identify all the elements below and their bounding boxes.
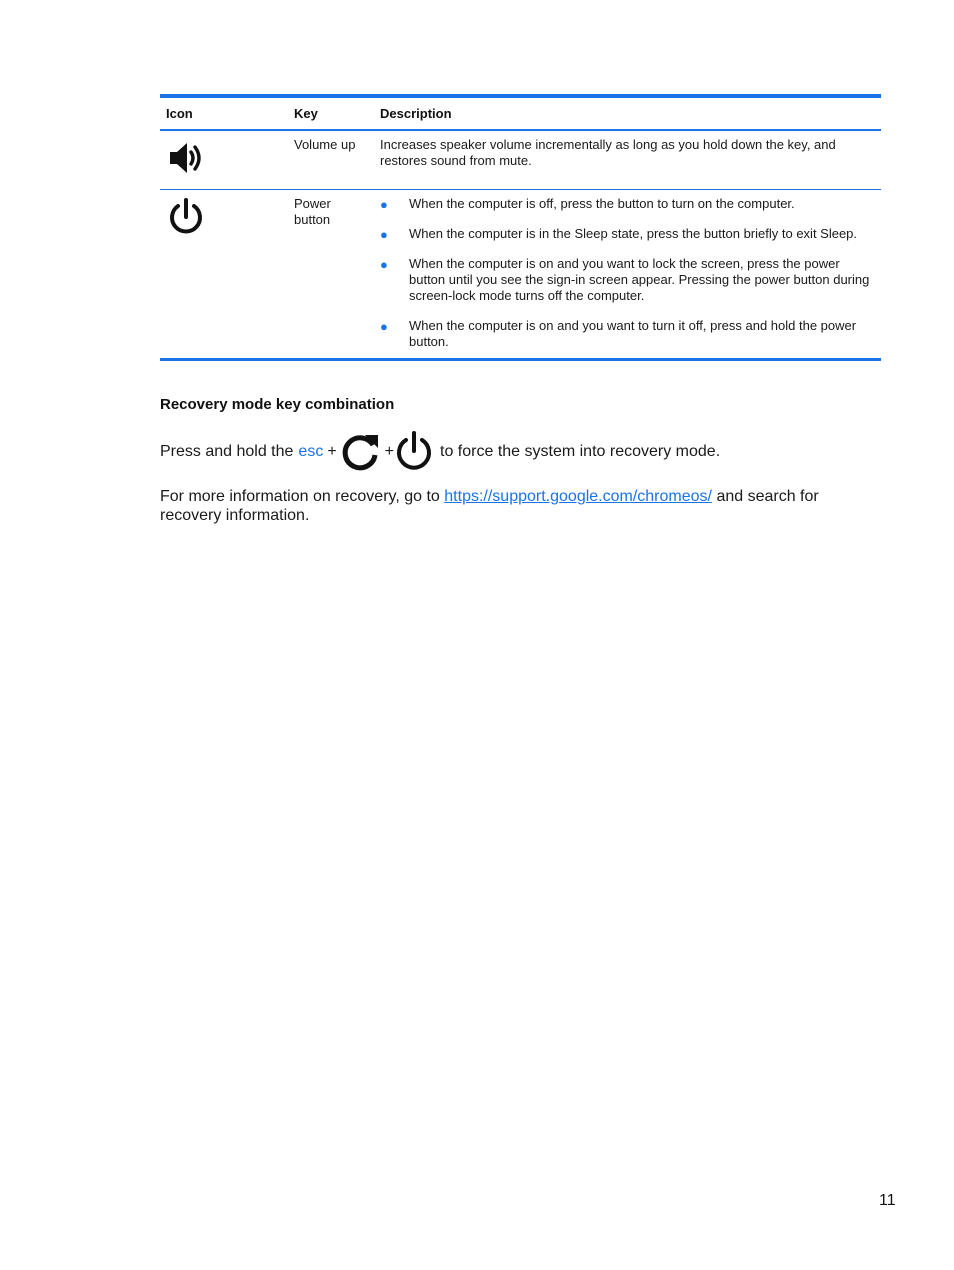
list-item xyxy=(380,196,873,212)
esc-key-label: esc xyxy=(298,443,324,460)
plus-sign: + xyxy=(384,443,395,460)
key-name-power-button xyxy=(294,196,380,350)
bullet-dot: ● xyxy=(380,197,388,212)
header-description: Description xyxy=(380,106,452,121)
power-icon xyxy=(394,431,434,473)
description-volume-up: Increases speaker volume incrementally as long as you hold down the key, and restores sound from mute. xyxy=(380,137,836,168)
list-item xyxy=(380,318,873,350)
support-link[interactable]: https://support.google.com/chromeos/ xyxy=(444,488,712,505)
description-power-button xyxy=(380,196,881,350)
bullet-text: When the computer is on and you want to turn it off, press and hold the power button. xyxy=(409,318,857,349)
bullet-dot: ● xyxy=(380,257,388,272)
bullet-dot: ● xyxy=(380,319,388,334)
recovery-line-suffix: to force the system into recovery mode. xyxy=(440,443,721,460)
table-header-row xyxy=(160,98,881,131)
bullet-text: When the computer is on and you want to lock the screen, press the power button until you see the sign-in screen appear. Pressing the power button during screen-lock mode turns off the computer. xyxy=(409,256,870,303)
key-name-volume-up: Volume up xyxy=(294,137,356,152)
refresh-icon xyxy=(339,431,381,473)
recovery-instruction xyxy=(160,430,720,474)
recovery-info-paragraph xyxy=(160,487,860,525)
header-key: Key xyxy=(294,106,318,121)
power-bullets-list xyxy=(380,196,873,350)
plus-sign: + xyxy=(327,443,337,460)
header-icon: Icon xyxy=(166,106,193,121)
key-name-power-line: Power button xyxy=(294,196,331,227)
list-item xyxy=(380,256,873,304)
recovery-line-prefix: Press and hold the xyxy=(160,443,294,460)
list-item xyxy=(380,226,873,242)
table-row xyxy=(160,131,881,190)
info-suffix: and search for recovery information. xyxy=(160,488,819,524)
bullet-dot: ● xyxy=(380,227,388,242)
bullet-text: When the computer is in the Sleep state, press the button briefly to exit Sleep. xyxy=(409,226,858,241)
icon-cell xyxy=(160,137,294,189)
icon-cell xyxy=(160,196,294,350)
page-number: 11 xyxy=(879,1192,896,1209)
power-icon xyxy=(166,227,206,242)
bullet-text: When the computer is off, press the button to turn on the computer. xyxy=(409,196,795,211)
section-heading: Recovery mode key combination xyxy=(160,396,395,413)
volume-up-icon xyxy=(166,166,206,181)
action-keys-table xyxy=(160,94,881,361)
info-prefix: For more information on recovery, go to xyxy=(160,488,440,505)
table-row xyxy=(160,190,881,358)
